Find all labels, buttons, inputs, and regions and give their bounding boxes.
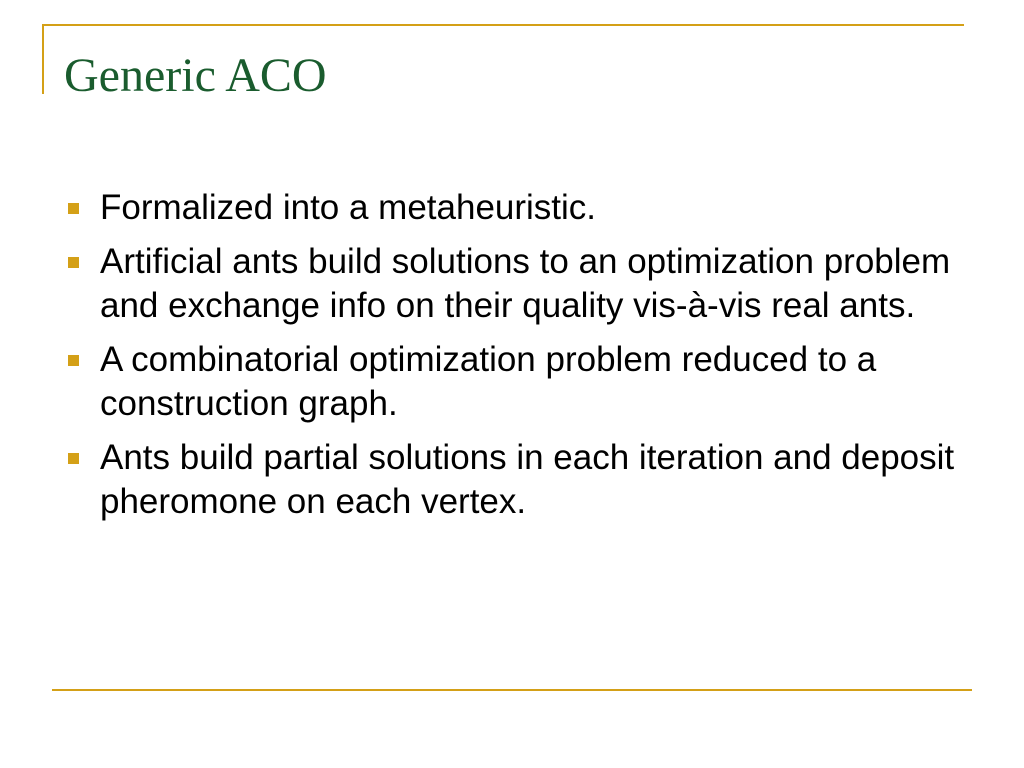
square-bullet-icon <box>68 203 79 214</box>
bullet-item <box>64 338 984 426</box>
bullet-item <box>64 436 984 524</box>
left-border-line <box>42 24 44 94</box>
square-bullet-icon <box>68 257 79 268</box>
bullet-list <box>64 186 984 534</box>
bullet-text: A combinatorial optimization problem reduced to a construction graph. <box>100 340 877 423</box>
bullet-text: Artificial ants build solutions to an optimization problem and exchange info on their quality vis-à-vis real ants. <box>100 242 951 325</box>
bottom-border-line <box>52 689 972 691</box>
bullet-text: Ants build partial solutions in each iteration and deposit pheromone on each vertex. <box>100 438 955 521</box>
slide-title: Generic ACO <box>64 49 327 102</box>
bullet-item <box>64 240 984 328</box>
square-bullet-icon <box>68 355 79 366</box>
square-bullet-icon <box>68 453 79 464</box>
bullet-text: Formalized into a metaheuristic. <box>100 188 597 227</box>
top-border-line <box>42 24 964 26</box>
bullet-item <box>64 186 984 230</box>
